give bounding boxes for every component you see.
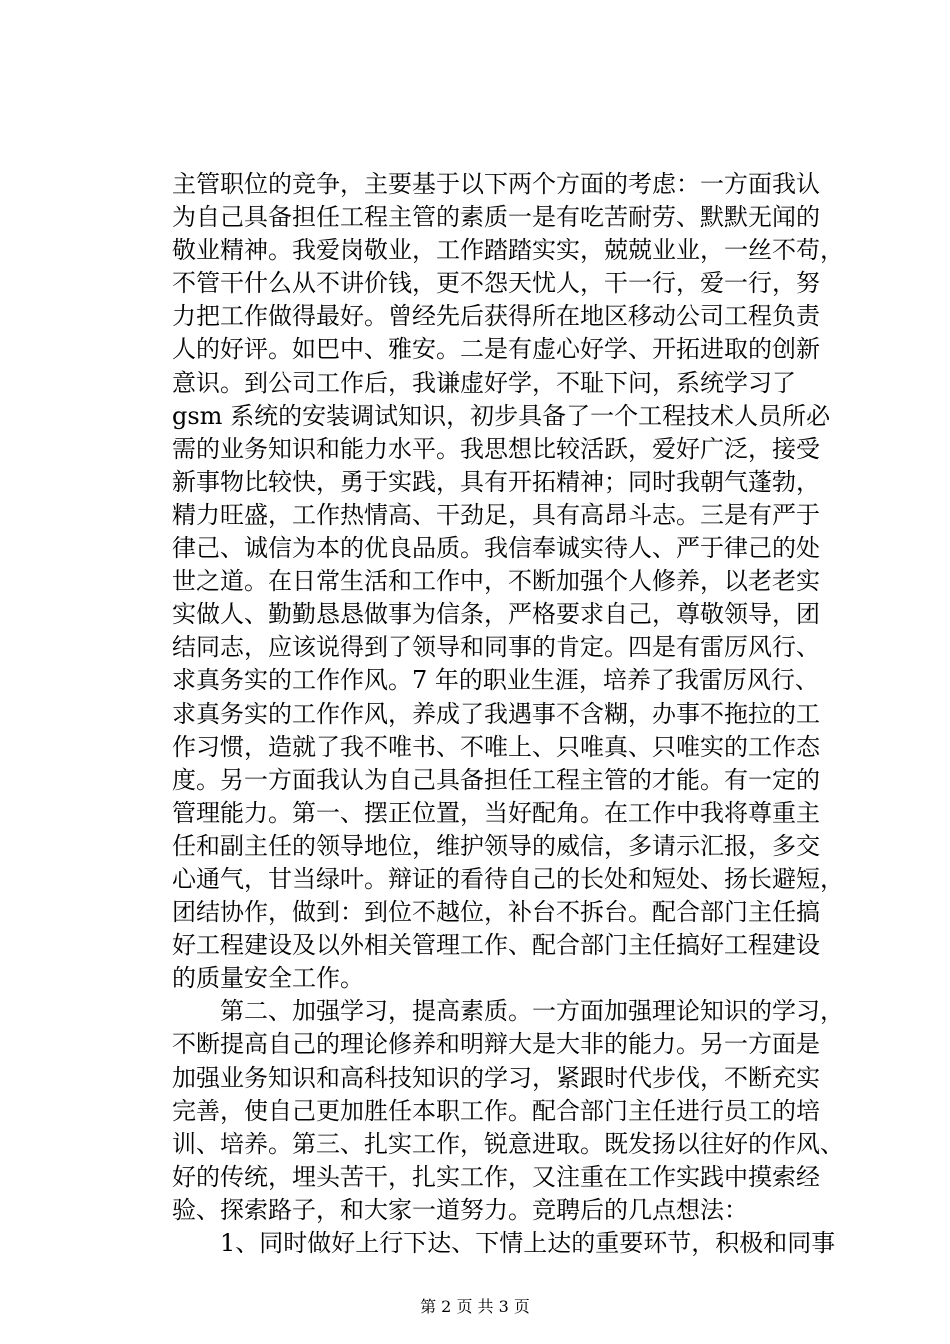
text-line: 1、同时做好上行下达、下情上达的重要环节，积极和同事 xyxy=(172,1229,836,1257)
text-line: 精力旺盛，工作热情高、干劲足，具有高昂斗志。三是有严于 xyxy=(172,500,820,529)
text-line: 加强业务知识和高科技知识的学习，紧跟时代步伐，不断充实 xyxy=(172,1063,820,1092)
text-line: 不断提高自己的理论修养和明辩大是大非的能力。另一方面是 xyxy=(172,1030,820,1059)
text-line: 律己、诚信为本的优良品质。我信奉诚实待人、严于律己的处 xyxy=(172,534,820,563)
text-line: 人的好评。如巴中、雅安。二是有虚心好学、开拓进取的创新 xyxy=(172,335,820,364)
text-line: 验、探索路子，和大家一道努力。竞聘后的几点想法： xyxy=(172,1195,748,1224)
page-number-footer: 第 2 页 共 3 页 xyxy=(420,1297,530,1316)
text-line: gsm 系统的安装调试知识，初步具备了一个工程技术人员所必 xyxy=(172,401,831,430)
text-line: 新事物比较快，勇于实践，具有开拓精神；同时我朝气蓬勃， xyxy=(172,467,820,496)
text-line: 完善，使自己更加胜任本职工作。配合部门主任进行员工的培 xyxy=(172,1096,820,1125)
text-line: 需的业务知识和能力水平。我思想比较活跃，爱好广泛，接受 xyxy=(172,434,820,463)
text-line: 求真务实的工作作风，养成了我遇事不含糊，办事不拖拉的工 xyxy=(172,699,820,728)
text-line: 为自己具备担任工程主管的素质一是有吃苦耐劳、默默无闻的 xyxy=(172,203,820,232)
text-line: 不管干什么从不讲价钱，更不怨天忧人，干一行，爱一行，努 xyxy=(172,269,820,298)
text-line: 团结协作，做到：到位不越位，补台不拆台。配合部门主任搞 xyxy=(172,898,820,927)
text-line: 心通气，甘当绿叶。辩证的看待自己的长处和短处、扬长避短， xyxy=(172,864,844,893)
text-line: 训、培养。第三、扎实工作，锐意进取。既发扬以往好的作风、 xyxy=(172,1129,844,1158)
text-line: 力把工作做得最好。曾经先后获得所在地区移动公司工程负责 xyxy=(172,302,820,331)
text-line: 求真务实的工作作风。7 年的职业生涯，培养了我雷厉风行、 xyxy=(172,666,819,695)
text-line: 实做人、勤勤恳恳做事为信条，严格要求自己，尊敬领导，团 xyxy=(172,600,820,629)
text-line: 第二、加强学习，提高素质。一方面加强理论知识的学习， xyxy=(172,997,844,1026)
text-line: 好的传统，埋头苦干，扎实工作，又注重在工作实践中摸索经 xyxy=(172,1162,820,1191)
text-line: 世之道。在日常生活和工作中，不断加强个人修养，以老老实 xyxy=(172,567,820,596)
text-line: 任和副主任的领导地位，维护领导的威信，多请示汇报，多交 xyxy=(172,831,820,860)
text-line: 的质量安全工作。 xyxy=(172,964,364,993)
text-line: 度。另一方面我认为自己具备担任工程主管的才能。有一定的 xyxy=(172,765,820,794)
text-line: 结同志，应该说得到了领导和同事的肯定。四是有雷厉风行、 xyxy=(172,633,820,662)
text-line: 作习惯，造就了我不唯书、不唯上、只唯真、只唯实的工作态 xyxy=(172,732,820,761)
text-line: 管理能力。第一、摆正位置，当好配角。在工作中我将尊重主 xyxy=(172,798,820,827)
text-line: 好工程建设及以外相关管理工作、配合部门主任搞好工程建设 xyxy=(172,931,820,960)
text-line: 主管职位的竞争，主要基于以下两个方面的考虑：一方面我认 xyxy=(172,170,820,198)
text-line: 意识。到公司工作后，我谦虚好学，不耻下问，系统学习了 xyxy=(172,368,796,397)
body-text xyxy=(172,168,844,1260)
text-line: 敬业精神。我爱岗敬业，工作踏踏实实，兢兢业业，一丝不苟， xyxy=(172,236,844,265)
